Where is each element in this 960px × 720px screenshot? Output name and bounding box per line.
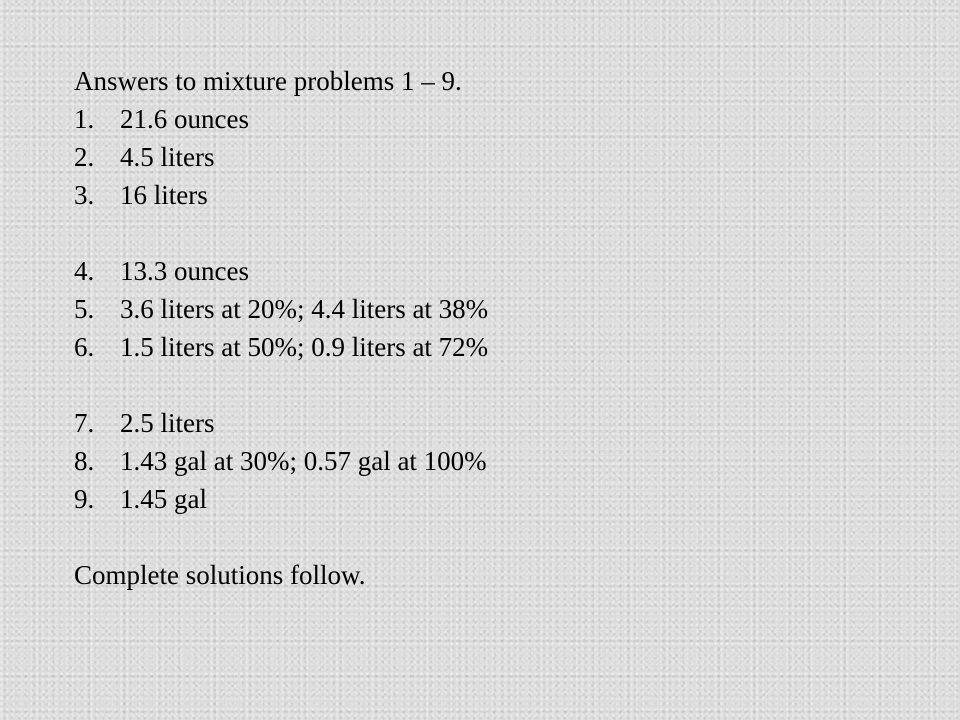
answer-text: 1.43 gal at 30%; 0.57 gal at 100%	[120, 446, 487, 476]
answer-item-8	[74, 442, 914, 480]
answer-text: 3.6 liters at 20%; 4.4 liters at 38%	[120, 294, 489, 324]
answer-item-4	[74, 252, 914, 290]
answer-number: 5.	[74, 294, 95, 324]
answer-list	[74, 100, 914, 518]
answer-text: 1.5 liters at 50%; 0.9 liters at 72%	[120, 332, 489, 362]
answer-item-6	[74, 328, 914, 366]
answer-number: 6.	[74, 332, 95, 362]
answer-number: 3.	[74, 180, 95, 210]
slide-content	[74, 62, 914, 594]
answer-number: 4.	[74, 256, 95, 286]
answer-number: 7.	[74, 408, 95, 438]
answer-text: 21.6 ounces	[120, 104, 249, 134]
answer-item-7	[74, 404, 914, 442]
answer-text: 4.5 liters	[120, 142, 215, 172]
answer-item-1	[74, 100, 914, 138]
answer-number: 2.	[74, 142, 95, 172]
answer-item-9	[74, 480, 914, 518]
answer-number: 9.	[74, 484, 95, 514]
answer-number: 8.	[74, 446, 95, 476]
answer-text: 1.45 gal	[120, 484, 207, 514]
answer-number: 1.	[74, 104, 95, 134]
answer-item-5	[74, 290, 914, 328]
answer-text: 13.3 ounces	[120, 256, 249, 286]
slide-heading: Answers to mixture problems 1 – 9.	[74, 66, 462, 96]
answer-text: 16 liters	[120, 180, 208, 210]
answer-item-3	[74, 176, 914, 214]
slide-footer: Complete solutions follow.	[74, 560, 366, 590]
answer-item-2	[74, 138, 914, 176]
answer-text: 2.5 liters	[120, 408, 215, 438]
